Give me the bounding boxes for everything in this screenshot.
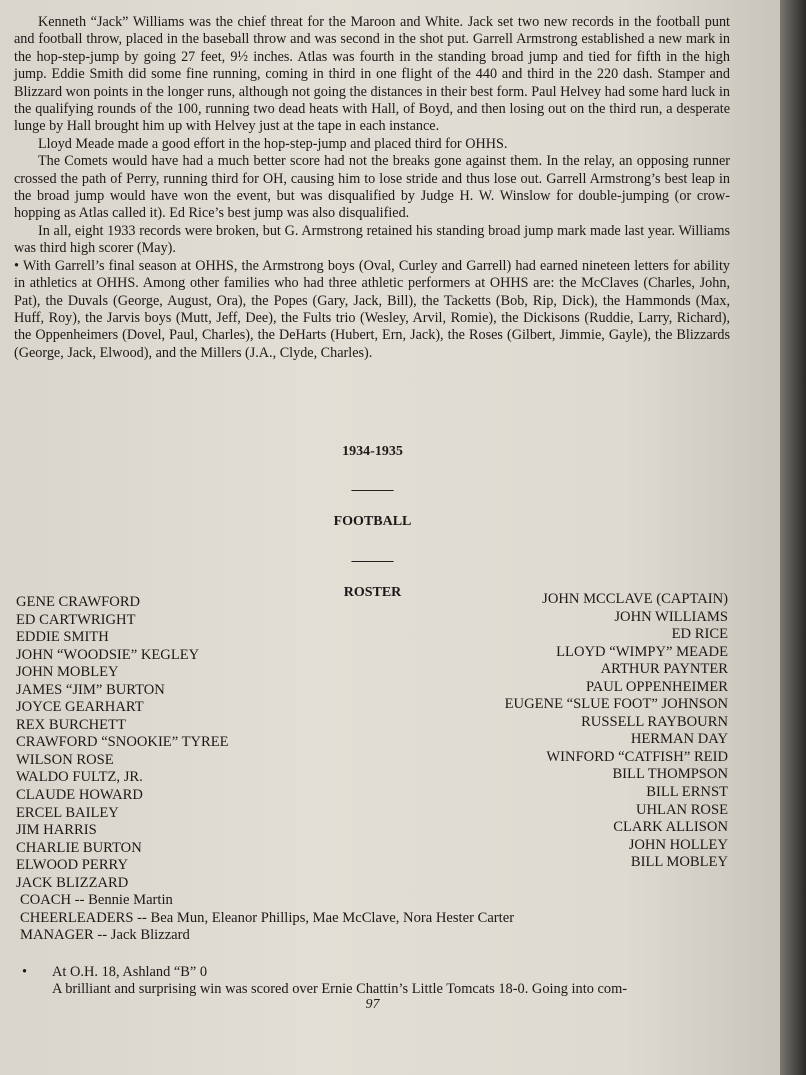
paragraph-meade: Lloyd Meade made a good effort in the hop-step-jump and placed third for OHHS.	[38, 135, 508, 152]
paragraph-families: • With Garrell’s final season at OHHS, the Armstrong boys (Oval, Curley and Garrell) had earned nineteen letters for ability in athletics at OHHS. Among other families who had three athletic performers at OHHS are: the McClaves (Charles, John, Pat), the Duvals (George, August, Ora), the Popes (Gary, Jack, Bill), the Tacketts (Bob, Rip, Dick), the Hammonds (Max, Huff, Roy), the Jarvis boys (Mutt, Jeff, Dee), the Fults trio (Wesley, Arvil, Romie), the Dickisons (Ruddie, Larry, Richard), the Oppenheimers (Dovel, Paul, Charles), the DeHarts (Hubert, Ern, Jack), the Roses (Gilbert, Jimmie, Gayle), the Blizzards (George, Jack, Elwood), and the Millers (J.A., Clyde, Charles).	[14, 257, 730, 361]
roster-name: CHARLIE BURTON	[16, 839, 142, 856]
bullet-icon: •	[22, 964, 28, 980]
divider-line: ______	[351, 549, 394, 564]
paragraph-comets: The Comets would have had a much better score had not the breaks gone against them. In the relay, an opposing runner crossed the path of Perry, running third for OH, causing him to lose stride and thus lose out. Garrell Armstrong’s best leap in the broad jump would have won the event, but was disqualified by Judge H. W. Winslow for double-jumping (or crow-hopping as Atlas called it). Ed Rice’s best jump was also disqualified.	[14, 153, 730, 222]
roster-name: ARTHUR PAYNTER	[600, 661, 728, 678]
roster-name: JOHN “WOODSIE” KEGLEY	[16, 646, 200, 663]
roster-name: BILL THOMPSON	[612, 766, 728, 783]
roster-name: ED CARTWRIGHT	[16, 611, 136, 628]
season-heading: 1934-1935	[342, 444, 403, 459]
staff-list	[20, 892, 740, 945]
roster-name: JIM HARRIS	[16, 822, 97, 839]
roster-name: WALDO FULTZ, JR.	[16, 769, 143, 786]
game-header: At O.H. 18, Ashland “B” 0	[52, 964, 208, 980]
roster-name: JACK BLIZZARD	[16, 874, 129, 891]
roster-name: JOHN HOLLEY	[628, 836, 728, 853]
roster-name: EUGENE “SLUE FOOT” JOHNSON	[504, 696, 728, 713]
roster-name: GENE CRAWFORD	[16, 594, 141, 610]
roster-name: PAUL OPPENHEIMER	[585, 678, 728, 695]
roster-name: LLOYD “WIMPY” MEADE	[556, 643, 728, 660]
staff-cheerleaders: CHEERLEADERS -- Bea Mun, Eleanor Phillips, Mae McClave, Nora Hester Carter	[20, 909, 515, 926]
roster-name: JOHN WILLIAMS	[614, 608, 728, 625]
divider-line: ______	[351, 478, 394, 493]
roster-name: CRAWFORD “SNOOKIE” TYREE	[16, 734, 229, 751]
page-number: 97	[365, 997, 380, 1012]
roster-name: REX BURCHETT	[16, 716, 126, 733]
roster-name: EDDIE SMITH	[16, 629, 109, 646]
game-text: A brilliant and surprising win was scored over Ernie Chattin’s Little Tomcats 18-0. Going into com-	[52, 981, 628, 998]
roster-name: UHLAN ROSE	[635, 801, 728, 818]
staff-coach: COACH -- Bennie Martin	[20, 892, 173, 908]
roster-name: BILL MOBLEY	[630, 854, 728, 871]
roster-name: CLAUDE HOWARD	[16, 787, 143, 804]
roster-name: JOYCE GEARHART	[16, 699, 144, 716]
roster-name: JAMES “JIM” BURTON	[16, 681, 165, 698]
roster-name: BILL ERNST	[646, 784, 728, 801]
roster-name: JOHN MCCLAVE (CAPTAIN)	[542, 591, 728, 607]
roster-name: RUSSELL RAYBOURN	[581, 713, 728, 730]
roster-name: WILSON ROSE	[16, 751, 114, 768]
staff-manager: MANAGER -- Jack Blizzard	[20, 927, 190, 944]
roster-name: ELWOOD PERRY	[16, 857, 129, 874]
roster-name: WINFORD “CATFISH” REID	[546, 748, 728, 765]
roster-right-column	[420, 591, 728, 872]
paragraph-williams: Kenneth “Jack” Williams was the chief threat for the Maroon and White. Jack set two new records in the football punt and football throw, placed in the baseball throw and was second in the shot put. Garrell Armstrong established a new mark in the hop-step-jump by going 27 feet, 9½ inches. Atlas was fourth in the standing broad jump and tied for fifth in the high jump. Eddie Smith did some fine running, coming in third in one flight of the 440 and third in the 220 dash. Stamper and Blizzard won points in the longer runs, although not going the distances in their best form. Paul Helvey had some hard luck in the qualifying rounds of the 100, running two dead heats with Hall, of Boyd, and then losing out on the third run, a desperate lunge by Hall brought him up with Helvey just at the tape in each instance.	[14, 14, 730, 135]
roster-name: ED RICE	[671, 626, 728, 643]
roster-left-column	[16, 594, 376, 892]
roster-name: JOHN MOBLEY	[16, 664, 119, 681]
roster-name: ERCEL BAILEY	[16, 804, 119, 821]
roster-name: HERMAN DAY	[630, 731, 728, 748]
game-report	[22, 964, 732, 998]
body-text	[14, 14, 730, 362]
book-spine	[780, 0, 806, 1075]
roster-name: CLARK ALLISON	[613, 819, 728, 836]
sport-heading: FOOTBALL	[333, 514, 412, 529]
paragraph-records: In all, eight 1933 records were broken, but G. Armstrong retained his standing broad jump mark made last year. Williams was third high scorer (May).	[14, 222, 730, 257]
roster-heading: ROSTER	[343, 585, 402, 600]
